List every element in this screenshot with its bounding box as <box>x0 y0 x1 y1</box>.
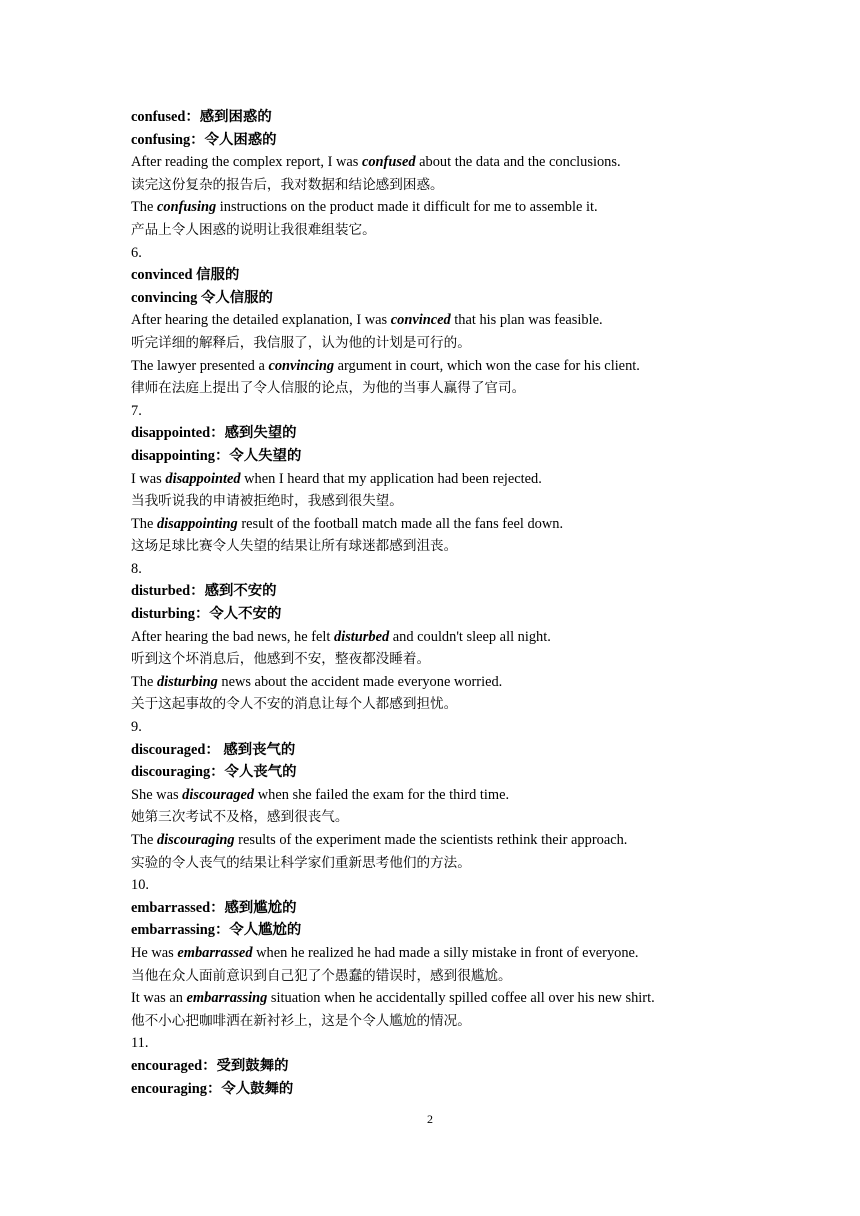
vocab-heading: confused：感到困惑的 <box>131 109 272 125</box>
example-sentence <box>131 513 731 536</box>
entry-number: 6. <box>131 244 142 261</box>
chinese-translation: 这场足球比赛令人失望的结果让所有球迷都感到沮丧。 <box>131 538 458 555</box>
vocab-heading: disturbed：感到不安的 <box>131 583 277 600</box>
highlighted-word: confusing <box>156 199 217 216</box>
vocab-heading: embarrassing：令人尴尬的 <box>131 922 302 939</box>
sentence-text: when she failed the exam for the third time. <box>254 786 510 803</box>
chinese-translation: 关于这起事故的令人不安的消息让每个人都感到担忧。 <box>131 696 458 713</box>
sentence-text: instructions on the product made it difficult for me to assemble it. <box>216 199 598 216</box>
sentence-text: about the data and the conclusions. <box>415 154 621 171</box>
entry-number: 9. <box>131 719 142 736</box>
entry-number: 10. <box>131 877 149 894</box>
example-sentence <box>131 987 731 1010</box>
sentence-text: The <box>131 832 157 848</box>
chinese-translation: 读完这份复杂的报告后，我对数据和结论感到困惑。 <box>131 176 444 193</box>
highlighted-word: embarrassed <box>177 944 253 961</box>
chinese-translation: 当我听说我的申请被拒绝时，我感到很失望。 <box>131 493 403 510</box>
chinese-translation: 她第三次考试不及格，感到很丧气。 <box>131 809 349 826</box>
example-sentence <box>131 626 731 649</box>
sentence-text: argument in court, which won the case for his client. <box>334 357 640 374</box>
chinese-translation: 实验的令人丧气的结果让科学家们重新思考他们的方法。 <box>131 854 471 871</box>
sentence-text: She was <box>131 786 183 803</box>
vocab-heading: disappointing：令人失望的 <box>131 447 302 464</box>
example-sentence <box>131 829 731 852</box>
chinese-translation: 他不小心把咖啡洒在新衬衫上，这是个令人尴尬的情况。 <box>131 1012 471 1029</box>
highlighted-word: discouraged <box>182 786 255 803</box>
vocab-heading: encouraged：受到鼓舞的 <box>131 1057 289 1074</box>
example-sentence <box>131 468 731 491</box>
sentence-text: situation when he accidentally spilled coffee all over his new shirt. <box>267 990 655 1007</box>
sentence-text: After hearing the detailed explanation, I was <box>131 312 391 329</box>
vocab-heading: convinced 信服的 <box>131 267 240 284</box>
highlighted-word: convincing <box>268 357 335 374</box>
chinese-translation: 律师在法庭上提出了令人信服的论点，为他的当事人赢得了官司。 <box>131 380 526 397</box>
highlighted-word: convinced <box>390 312 451 329</box>
sentence-text: when I heard that my application had been rejected. <box>240 470 542 487</box>
chinese-translation: 产品上令人困惑的说明让我很难组装它。 <box>131 221 376 238</box>
chinese-translation: 听完详细的解释后，我信服了，认为他的计划是可行的。 <box>131 334 471 351</box>
chinese-translation: 当他在众人面前意识到自己犯了个愚蠢的错误时，感到很尴尬。 <box>131 967 512 984</box>
highlighted-word: disappointing <box>156 515 238 532</box>
sentence-text: news about the accident made everyone worried. <box>217 673 503 690</box>
sentence-text: The <box>131 673 157 690</box>
chinese-translation: 听到这个坏消息后，他感到不安，整夜都没睡着。 <box>131 651 431 668</box>
sentence-text: After reading the complex report, I was <box>131 154 362 171</box>
sentence-text: The <box>131 199 157 216</box>
page-body <box>131 106 731 1100</box>
example-sentence <box>131 196 731 219</box>
highlighted-word: disturbing <box>156 673 218 690</box>
entry-number: 8. <box>131 560 142 577</box>
highlighted-word: confused <box>361 154 416 171</box>
example-sentence <box>131 355 731 378</box>
sentence-text: It was an <box>131 990 187 1007</box>
example-sentence <box>131 671 731 694</box>
vocab-heading: discouraged： 感到丧气的 <box>131 741 296 758</box>
highlighted-word: embarrassing <box>186 990 268 1007</box>
vocab-heading: confusing：令人困惑的 <box>131 131 277 148</box>
sentence-text: when he realized he had made a silly mistake in front of everyone. <box>252 944 639 961</box>
example-sentence <box>131 151 731 174</box>
highlighted-word: disappointed <box>165 470 241 487</box>
sentence-text: results of the experiment made the scientists rethink their approach. <box>234 832 628 848</box>
example-sentence <box>131 942 731 965</box>
highlighted-word: disturbed <box>334 628 390 645</box>
sentence-text: I was <box>131 470 166 487</box>
page-number: 2 <box>427 1112 433 1126</box>
vocab-heading: encouraging：令人鼓舞的 <box>131 1080 294 1097</box>
sentence-text: The lawyer presented a <box>131 357 269 374</box>
example-sentence <box>131 309 731 332</box>
sentence-text: that his plan was feasible. <box>450 312 603 329</box>
highlighted-word: discouraging <box>156 832 235 848</box>
vocab-heading: disappointed：感到失望的 <box>131 425 297 442</box>
sentence-text: After hearing the bad news, he felt <box>131 628 334 645</box>
vocab-heading: disturbing：令人不安的 <box>131 606 282 623</box>
vocab-heading: discouraging：令人丧气的 <box>131 764 297 781</box>
entry-number: 11. <box>131 1035 149 1052</box>
vocab-heading: convincing 令人信服的 <box>131 289 273 306</box>
sentence-text: and couldn't sleep all night. <box>389 628 551 645</box>
entry-number: 7. <box>131 402 142 419</box>
example-sentence <box>131 784 731 807</box>
sentence-text: He was <box>131 944 178 961</box>
sentence-text: result of the football match made all the fans feel down. <box>237 515 564 532</box>
vocab-heading: embarrassed：感到尴尬的 <box>131 899 297 916</box>
sentence-text: The <box>131 515 157 532</box>
